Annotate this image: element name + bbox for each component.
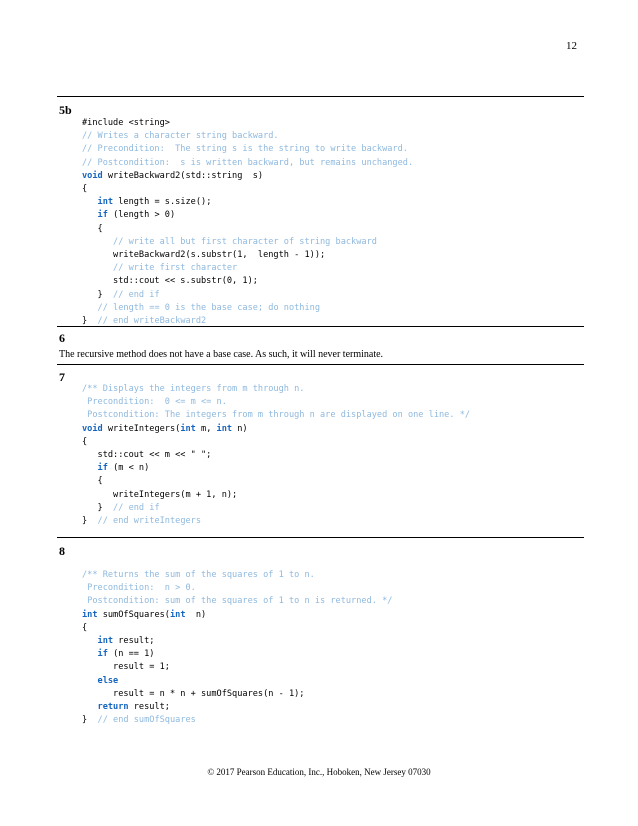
- code-line: [82, 396, 470, 409]
- code-line: [82, 502, 470, 515]
- code-text: m,: [195, 423, 217, 434]
- code-line: [82, 449, 470, 462]
- answer-text-6: The recursive method does not have a base case. As such, it will never terminate.: [59, 349, 384, 360]
- code-line: [82, 170, 413, 183]
- code-keyword: void: [82, 170, 103, 181]
- code-comment: // Precondition: The string s is the string to write backward.: [82, 144, 408, 155]
- code-keyword: if: [97, 210, 108, 221]
- code-comment: // write first character: [113, 263, 238, 274]
- code-text: [82, 636, 98, 646]
- section-label-7: 7: [59, 370, 65, 384]
- code-line: [82, 635, 392, 648]
- code-line: [82, 130, 413, 143]
- code-comment: /** Returns the sum of the squares of 1 to n.: [82, 570, 315, 580]
- code-line: [82, 648, 392, 661]
- code-text: {: [82, 184, 88, 195]
- code-comment: // write all but first character of string backward: [113, 236, 377, 247]
- code-line: [82, 223, 413, 236]
- code-block-8: [82, 569, 392, 727]
- code-line: [82, 409, 470, 422]
- code-line: [82, 462, 470, 475]
- code-keyword: else: [97, 675, 119, 686]
- code-text: n): [185, 609, 207, 620]
- code-text: [82, 303, 98, 313]
- code-comment: // end writeIntegers: [97, 516, 202, 527]
- code-text: [82, 210, 98, 220]
- code-keyword: void: [82, 423, 103, 434]
- code-line: [82, 249, 413, 262]
- code-line: [82, 569, 392, 582]
- section-divider: [57, 96, 584, 97]
- code-line: [82, 117, 413, 130]
- code-line: [82, 688, 392, 701]
- code-text: sumOfSquares(: [97, 609, 170, 620]
- code-text: result = n * n + sumOfSquares(n - 1);: [82, 688, 305, 699]
- code-line: [82, 275, 413, 288]
- code-line: [82, 236, 413, 249]
- code-comment: // length == 0 is the base case; do nothing: [97, 302, 321, 313]
- code-text: result;: [113, 636, 155, 647]
- code-line: [82, 143, 413, 156]
- code-text: [82, 463, 98, 473]
- code-text: std::cout << s.substr(0, 1);: [82, 276, 258, 287]
- code-line: [82, 157, 413, 170]
- code-text: }: [82, 516, 98, 527]
- code-text: }: [82, 715, 98, 726]
- code-text: result = 1;: [82, 662, 170, 673]
- section-label-5b: 5b: [59, 103, 72, 117]
- code-text: length = s.size();: [113, 197, 212, 208]
- code-comment: Postcondition: sum of the squares of 1 to n is returned. */: [82, 596, 393, 607]
- code-text: writeBackward2(s.substr(1, length - 1));: [82, 250, 326, 261]
- code-text: [82, 649, 98, 659]
- code-keyword: if: [97, 463, 108, 474]
- section-divider: [57, 537, 584, 538]
- code-line: [82, 622, 392, 635]
- page-number: 12: [566, 40, 577, 52]
- code-keyword: int: [97, 197, 114, 208]
- code-line: [82, 489, 470, 502]
- code-text: n): [232, 423, 248, 434]
- code-line: [82, 609, 392, 622]
- code-keyword: return: [97, 702, 129, 713]
- code-text: writeBackward2(std::string s): [102, 170, 264, 181]
- code-keyword: int: [180, 423, 196, 434]
- code-block-7: [82, 383, 470, 528]
- code-keyword: if: [97, 649, 108, 660]
- code-text: }: [82, 502, 114, 513]
- section-divider: [57, 364, 584, 365]
- code-line: [82, 701, 392, 714]
- code-line: [82, 595, 392, 608]
- code-text: {: [82, 622, 88, 633]
- code-text: }: [82, 316, 98, 327]
- section-label-8: 8: [59, 544, 65, 558]
- code-line: [82, 209, 413, 222]
- section-divider: [57, 326, 584, 327]
- code-keyword: int: [169, 609, 186, 620]
- code-text: [82, 263, 113, 273]
- code-text: {: [82, 476, 103, 487]
- code-line: [82, 675, 392, 688]
- code-line: [82, 515, 470, 528]
- code-line: [82, 661, 392, 674]
- code-comment: Precondition: n > 0.: [82, 583, 196, 594]
- code-line: [82, 423, 470, 436]
- code-line: [82, 582, 392, 595]
- code-text: [82, 197, 98, 207]
- code-line: [82, 436, 470, 449]
- code-text: (m < n): [107, 463, 150, 474]
- code-line: [82, 475, 470, 488]
- code-keyword: int: [82, 609, 98, 620]
- code-keyword: int: [216, 423, 233, 434]
- code-line: [82, 302, 413, 315]
- code-text: writeIntegers(: [102, 423, 181, 434]
- code-comment: Precondition: 0 <= m <= n.: [82, 397, 227, 408]
- code-keyword: int: [97, 636, 114, 647]
- code-text: (n == 1): [107, 649, 155, 660]
- code-comment: // end if: [113, 289, 160, 300]
- code-line: [82, 714, 392, 727]
- code-block-5b: [82, 117, 413, 328]
- code-line: [82, 183, 413, 196]
- code-text: #include <string>: [82, 118, 170, 128]
- section-label-6: 6: [59, 331, 65, 345]
- copyright-footer: © 2017 Pearson Education, Inc., Hoboken, New Jersey 07030: [207, 767, 431, 777]
- code-line: [82, 289, 413, 302]
- code-text: writeIntegers(m + 1, n);: [82, 489, 238, 500]
- code-text: result;: [128, 702, 170, 713]
- code-comment: // Postcondition: s is written backward, but remains unchanged.: [82, 157, 414, 168]
- code-comment: // end writeBackward2: [97, 316, 207, 327]
- code-comment: /** Displays the integers from m through n.: [82, 384, 305, 394]
- code-text: [82, 702, 98, 712]
- code-line: [82, 262, 413, 275]
- code-comment: // end sumOfSquares: [97, 715, 196, 726]
- code-text: (length > 0): [107, 210, 176, 221]
- code-comment: Postcondition: The integers from m through n are displayed on one line. */: [82, 410, 471, 421]
- code-text: [82, 237, 113, 247]
- code-text: std::cout << m << " ";: [82, 450, 212, 461]
- code-comment: // Writes a character string backward.: [82, 131, 279, 142]
- code-line: [82, 383, 470, 396]
- code-text: {: [82, 223, 103, 234]
- code-comment: // end if: [113, 502, 160, 513]
- code-line: [82, 196, 413, 209]
- code-text: }: [82, 289, 114, 300]
- code-text: {: [82, 436, 88, 447]
- code-text: [82, 676, 98, 686]
